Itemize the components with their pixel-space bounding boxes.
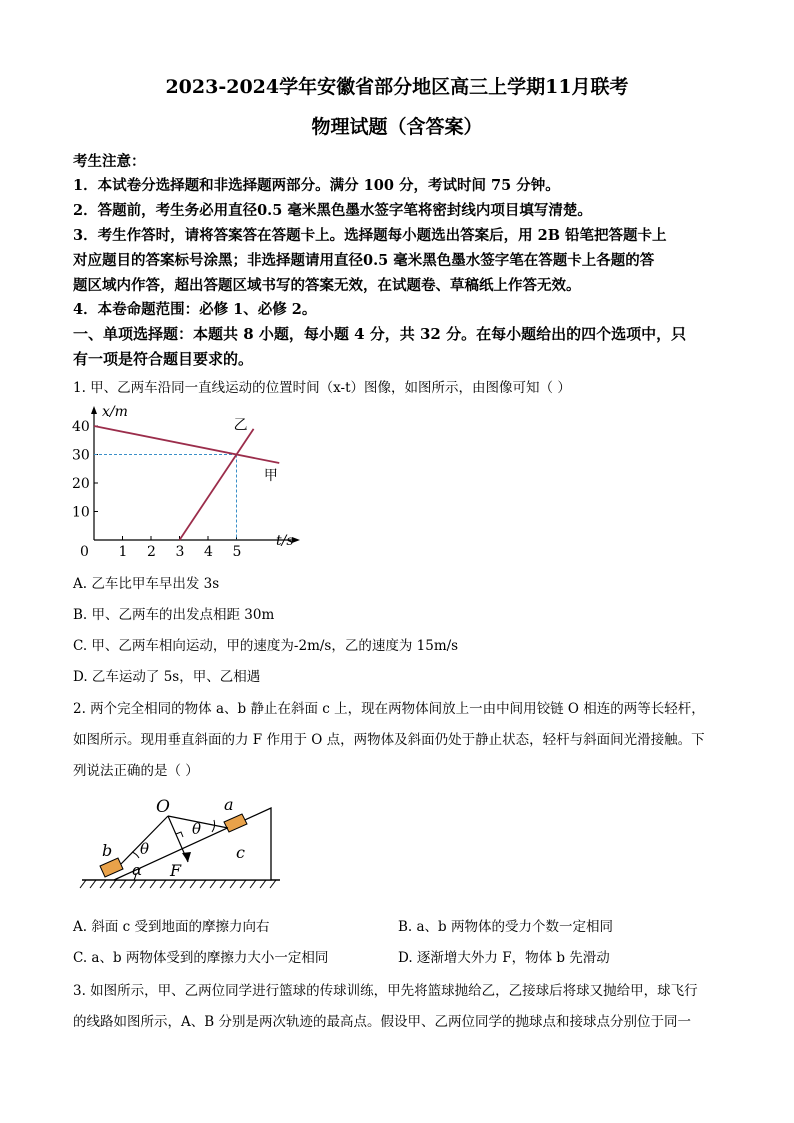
- x-tick-label: 3: [175, 544, 185, 558]
- section-heading-cont: 有一项是符合题目要求的。: [73, 350, 254, 368]
- section-heading: 一、单项选择题：本题共 8 小题，每小题 4 分，共 32 分。在每小题给出的四个选项中，只: [73, 325, 687, 343]
- q1-option-d[interactable]: D. 乙车运动了 5s，甲、乙相遇: [73, 669, 261, 685]
- question-3-line-2: 的线路如图所示，A、B 分别是两次轨迹的最高点。假设甲、乙两位同学的抛球点和接球点分别位于同一: [73, 1014, 691, 1030]
- x-tick-label: 2: [147, 544, 156, 558]
- notice-heading: 考生注意：: [73, 153, 146, 170]
- y-tick-label: 10: [72, 504, 90, 521]
- x-tick-label: 0: [80, 544, 89, 558]
- notice-item-3-cont2: 题区域内作答，超出答题区域书写的答案无效，在试题卷、草稿纸上作答无效。: [73, 277, 581, 294]
- question-1-stem: 1. 甲、乙两车沿同一直线运动的位置时间（x-t）图像，如图所示，由图像可知（ ）: [73, 380, 571, 396]
- label-alpha: α: [132, 861, 143, 879]
- question-2-stem-3: 列说法正确的是（ ）: [73, 763, 199, 779]
- label-b: b: [102, 841, 113, 860]
- incline-figure: [76, 790, 286, 900]
- y-axis-label: x/m: [102, 404, 128, 420]
- series-yi-label: 乙: [233, 417, 248, 434]
- page-title: 2023-2024学年安徽省部分地区高三上学期11月联考: [165, 76, 629, 98]
- xt-chart: [70, 398, 310, 558]
- ground-hatch: [80, 880, 276, 888]
- label-theta-right: θ: [192, 820, 202, 838]
- block-b: [100, 858, 123, 877]
- q1-option-a[interactable]: A. 乙车比甲车早出发 3s: [73, 576, 220, 592]
- x-axis-label: t/s: [276, 533, 294, 549]
- notice-item-2: 2．答题前，考生务必用直径0.5 毫米黑色墨水签字笔将密封线内项目填写清楚。: [73, 202, 592, 219]
- question-2-stem-2: 如图所示。现用垂直斜面的力 F 作用于 O 点，两物体及斜面仍处于静止状态，轻杆与斜面间光滑接触。下: [73, 732, 705, 748]
- q1-option-b[interactable]: B. 甲、乙两车的出发点相距 30m: [73, 607, 275, 623]
- label-theta-left: θ: [140, 840, 150, 858]
- label-O: O: [156, 797, 170, 817]
- notice-item-3-cont: 对应题目的答案标号涂黑；非选择题请用直径0.5 毫米黑色墨水签字笔在答题卡上各题的答: [73, 252, 655, 269]
- y-tick-label: 40: [72, 419, 90, 435]
- theta-arc-right: [212, 820, 215, 832]
- notice-item-3: 3．考生作答时，请将答案答在答题卡上。选择题每小题选出答案后，用 2B 铅笔把答题卡上: [73, 227, 667, 244]
- label-c: c: [236, 843, 245, 862]
- notice-item-1: 1．本试卷分选择题和非选择题两部分。满分 100 分，考试时间 75 分钟。: [73, 177, 560, 194]
- series-jia-label: 甲: [263, 468, 278, 485]
- page-subtitle: 物理试题（含答案）: [311, 116, 483, 138]
- x-tick-label: 4: [204, 544, 213, 558]
- q1-option-c[interactable]: C. 甲、乙两车相向运动，甲的速度为-2m/s，乙的速度为 15m/s: [73, 638, 459, 654]
- question-3-line-1: 3. 如图所示，甲、乙两位同学进行篮球的传球训练，甲先将篮球抛给乙，乙接球后将球又抛给甲，球飞行: [73, 983, 698, 999]
- notice-item-4: 4．本卷命题范围：必修 1、必修 2。: [73, 301, 317, 318]
- label-a: a: [224, 795, 234, 814]
- q2-option-c[interactable]: C. a、b 两物体受到的摩擦力大小一定相同: [73, 950, 329, 966]
- x-tick-label: 5: [232, 544, 242, 558]
- y-tick-label: 30: [72, 447, 90, 464]
- question-2-stem-1: 2. 两个完全相同的物体 a、b 静止在斜面 c 上，现在两物体间放上一由中间用铰链 O 相连的两等长轻杆，: [73, 701, 705, 717]
- label-F: F: [170, 861, 182, 880]
- y-tick-label: 20: [72, 476, 90, 492]
- y-axis-arrow: [91, 406, 97, 414]
- theta-arc-left: [132, 852, 139, 858]
- q2-option-b[interactable]: B. a、b 两物体的受力个数一定相同: [398, 919, 613, 935]
- q2-option-d[interactable]: D. 逐渐增大外力 F，物体 b 先滑动: [398, 950, 610, 966]
- x-tick-label: 1: [118, 544, 128, 558]
- q2-option-a[interactable]: A. 斜面 c 受到地面的摩擦力向右: [73, 919, 270, 935]
